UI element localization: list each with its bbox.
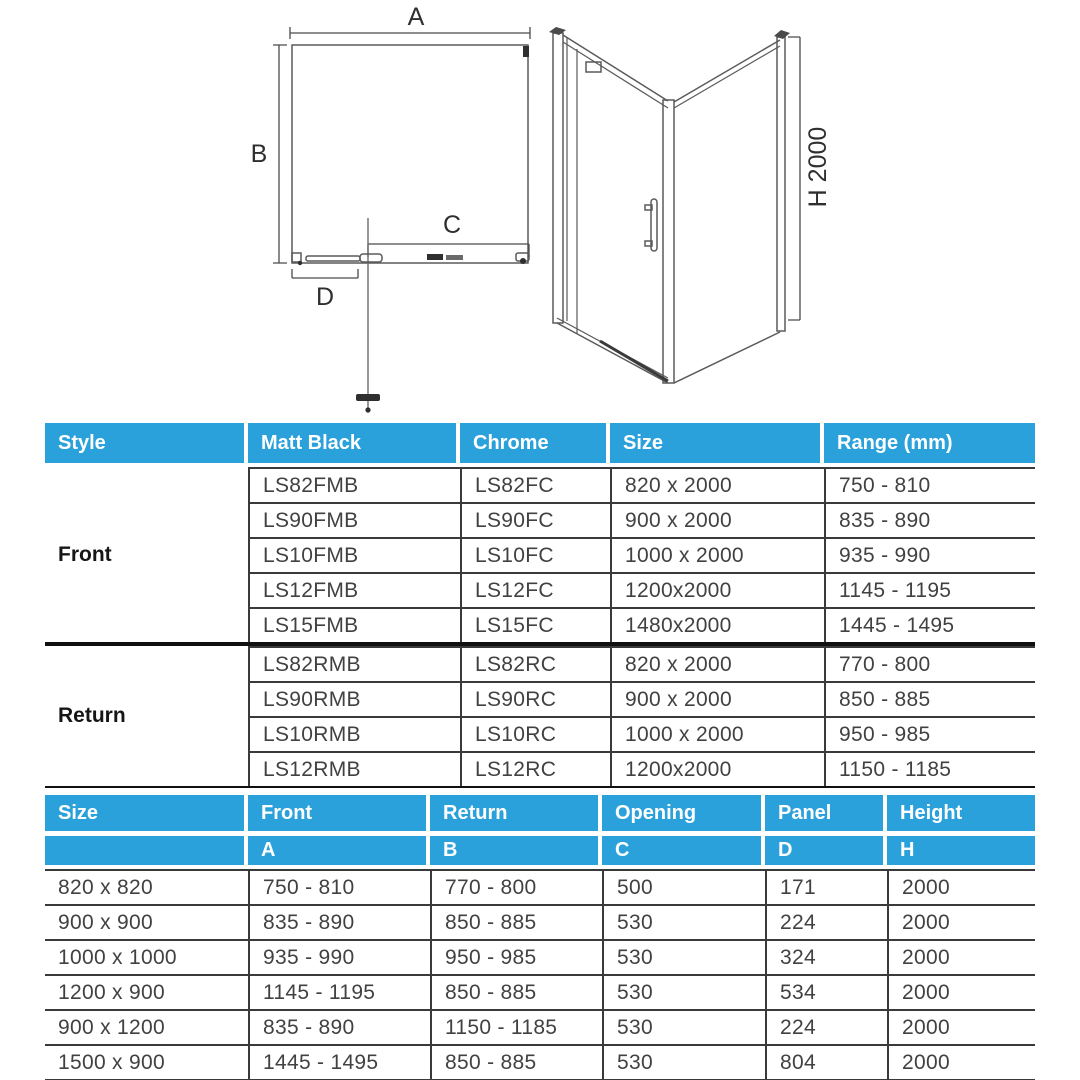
header-cell-panel: Panel — [765, 795, 887, 831]
table-cell: LS90FC — [460, 502, 610, 537]
header-cell-opening: Opening — [602, 795, 765, 831]
table-cell: LS82RMB — [248, 646, 460, 681]
return-far-post — [777, 37, 785, 331]
dim-label-a: A — [407, 3, 425, 31]
table-cell: 1150 - 1185 — [824, 751, 1035, 786]
table-cell: LS90RMB — [248, 681, 460, 716]
table-cell: 820 x 820 — [45, 869, 248, 904]
table-cell: 324 — [765, 939, 887, 974]
header-cell-style: Style — [45, 423, 248, 463]
table-cell: 1445 - 1495 — [248, 1044, 430, 1079]
table-cell: LS90RC — [460, 681, 610, 716]
table-cell: LS10RC — [460, 716, 610, 751]
table-cell: LS12RC — [460, 751, 610, 786]
header-cell-front: Front — [248, 795, 430, 831]
table-cell: 835 - 890 — [248, 904, 430, 939]
table-cell: 171 — [765, 869, 887, 904]
table-cell: 1000 x 2000 — [610, 537, 824, 572]
subheader-cell-blank — [45, 836, 248, 865]
style-label-front: Front — [58, 542, 112, 566]
table-cell: 2000 — [887, 1009, 1035, 1044]
wall-bracket-left — [292, 253, 301, 262]
return-panel-bottom — [674, 332, 780, 383]
table-cell: 2000 — [887, 974, 1035, 1009]
table-cell: LS82FMB — [248, 467, 460, 502]
pivot-block — [360, 254, 382, 262]
hinge-block — [586, 62, 601, 72]
table-cell: LS10FC — [460, 537, 610, 572]
right-post — [663, 100, 674, 383]
dimensions-table-body — [45, 869, 1035, 1079]
table-cell: 2000 — [887, 939, 1035, 974]
subheader-cell-c: C — [602, 836, 765, 865]
finishes-table — [45, 423, 1035, 788]
table-cell: 850 - 885 — [430, 1044, 602, 1079]
table-cell: LS82RC — [460, 646, 610, 681]
plan-view — [273, 27, 530, 413]
table-cell: 835 - 890 — [824, 502, 1035, 537]
table-cell: 1000 x 1000 — [45, 939, 248, 974]
table-cell: 530 — [602, 904, 765, 939]
table-cell: 2000 — [887, 1044, 1035, 1079]
table-cell: 224 — [765, 904, 887, 939]
table-cell: LS82FC — [460, 467, 610, 502]
style-label-return: Return — [58, 704, 126, 727]
table-cell: 900 x 1200 — [45, 1009, 248, 1044]
product-diagrams — [0, 0, 1080, 420]
table-cell: 850 - 885 — [430, 904, 602, 939]
dimensions-table-subheader — [45, 836, 1035, 865]
return-panel-top — [674, 40, 780, 102]
table-cell: 1150 - 1185 — [430, 1009, 602, 1044]
elevation-view — [549, 27, 800, 383]
table-cell: 750 - 810 — [824, 467, 1035, 502]
table-cell: 850 - 885 — [824, 681, 1035, 716]
table-cell: LS90FMB — [248, 502, 460, 537]
table-cell: 1000 x 2000 — [610, 716, 824, 751]
table-cell: 1145 - 1195 — [824, 572, 1035, 607]
table-cell: LS12FMB — [248, 572, 460, 607]
table-cell: 804 — [765, 1044, 887, 1079]
table-cell: 1480x2000 — [610, 607, 824, 642]
table-cell: 950 - 985 — [824, 716, 1035, 751]
table-cell: 1200 x 900 — [45, 974, 248, 1009]
table-cell: 2000 — [887, 869, 1035, 904]
table-cell: 530 — [602, 939, 765, 974]
plan-enclosure-outline — [292, 45, 528, 263]
table-cell: LS15FMB — [248, 607, 460, 642]
door-hinge-mark — [427, 254, 443, 260]
header-cell-return: Return — [430, 795, 602, 831]
header-cell-chrome: Chrome — [460, 423, 610, 463]
table-cell: 900 x 900 — [45, 904, 248, 939]
table-cell: 770 - 800 — [824, 646, 1035, 681]
top-right-bracket — [523, 46, 529, 57]
table-cell: 1200x2000 — [610, 572, 824, 607]
table-cell: LS12RMB — [248, 751, 460, 786]
fixed-panel — [306, 256, 360, 261]
subheader-cell-b: B — [430, 836, 602, 865]
finishes-table-header — [45, 423, 1035, 463]
header-cell-height: Height — [887, 795, 1035, 831]
dimensions-table — [45, 795, 1035, 1080]
table-cell: 224 — [765, 1009, 887, 1044]
table-cell: LS12FC — [460, 572, 610, 607]
header-cell-size: Size — [610, 423, 824, 463]
table-cell: 900 x 2000 — [610, 681, 824, 716]
table-cell: 1500 x 900 — [45, 1044, 248, 1079]
header-cell-range: Range (mm) — [824, 423, 1035, 463]
table-cell: 530 — [602, 1009, 765, 1044]
table-cell: 1200x2000 — [610, 751, 824, 786]
table-cell: 750 - 810 — [248, 869, 430, 904]
table-cell: 1445 - 1495 — [824, 607, 1035, 642]
dimensions-table-header — [45, 795, 1035, 831]
subheader-cell-h: H — [887, 836, 1035, 865]
dim-label-h: H 2000 — [804, 126, 832, 208]
door-handle-icon — [356, 394, 380, 401]
dim-label-d: D — [315, 283, 335, 311]
bottom-seal — [600, 341, 668, 381]
table-cell: 820 x 2000 — [610, 467, 824, 502]
table-cell: 935 - 990 — [248, 939, 430, 974]
table-cell: LS15FC — [460, 607, 610, 642]
table-cell: 835 - 890 — [248, 1009, 430, 1044]
header-cell-size2: Size — [45, 795, 248, 831]
table-cell: 770 - 800 — [430, 869, 602, 904]
table-cell: 1145 - 1195 — [248, 974, 430, 1009]
table-cell: 530 — [602, 1044, 765, 1079]
table-cell: 950 - 985 — [430, 939, 602, 974]
table-cell: LS10RMB — [248, 716, 460, 751]
header-cell-mattblack: Matt Black — [248, 423, 460, 463]
table-cell: LS10FMB — [248, 537, 460, 572]
table-cell: 900 x 2000 — [610, 502, 824, 537]
return-section — [45, 642, 1035, 786]
left-post — [553, 33, 563, 323]
table-cell: 850 - 885 — [430, 974, 602, 1009]
table-cell: 2000 — [887, 904, 1035, 939]
dim-label-c: C — [442, 211, 462, 239]
table-cell: 534 — [765, 974, 887, 1009]
front-section — [45, 467, 1035, 642]
table-cell: 935 - 990 — [824, 537, 1035, 572]
table-cell: 820 x 2000 — [610, 646, 824, 681]
table-cell: 500 — [602, 869, 765, 904]
subheader-cell-d: D — [765, 836, 887, 865]
table-cell: 530 — [602, 974, 765, 1009]
dim-label-b: B — [250, 140, 268, 168]
subheader-cell-a: A — [248, 836, 430, 865]
